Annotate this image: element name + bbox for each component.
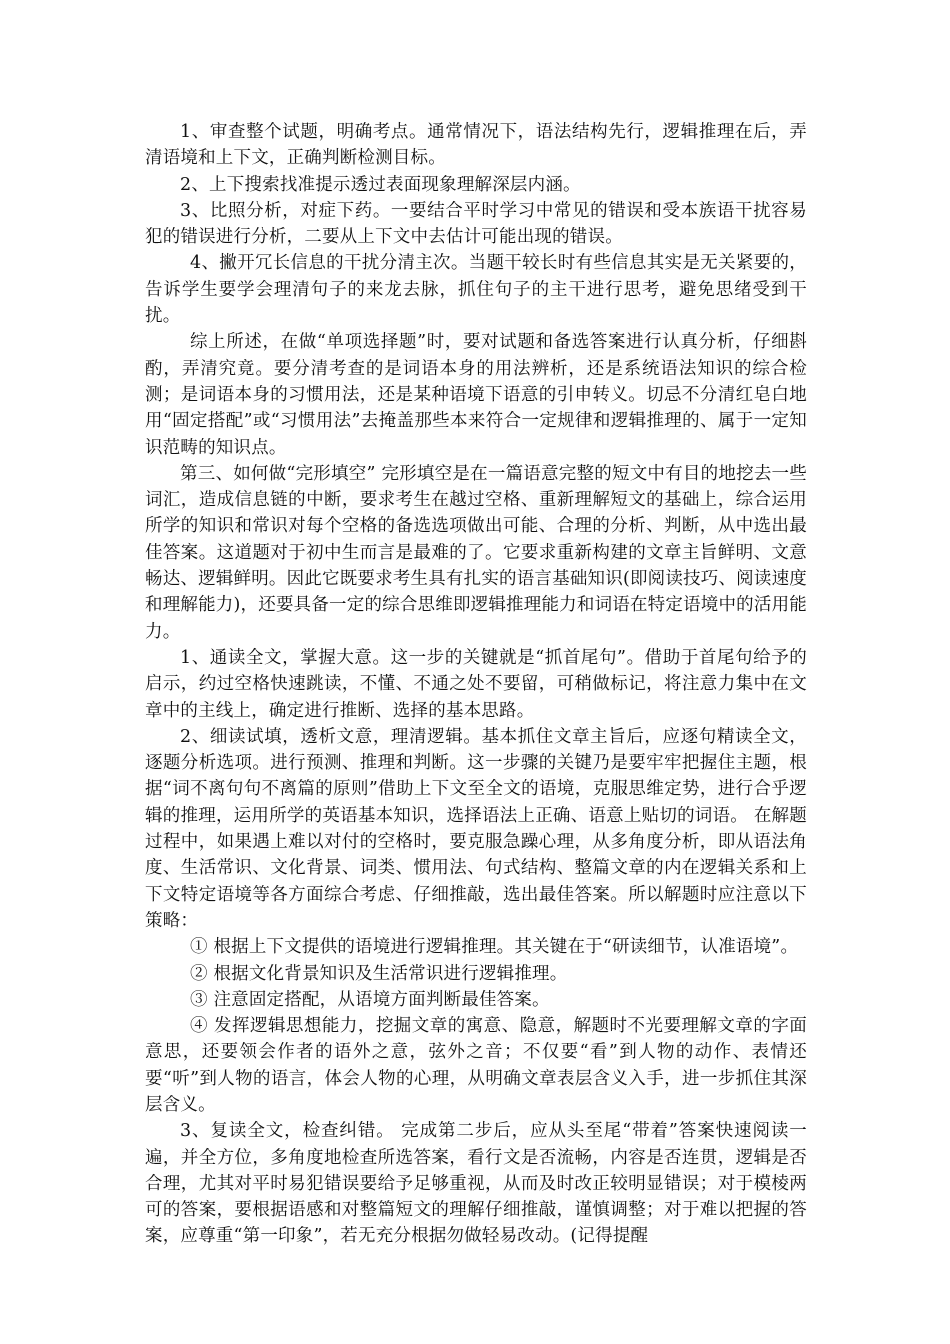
document-body — [145, 119, 807, 1250]
paragraph-strategy-3: ③ 注意固定搭配，从语境方面判断最佳答案。 — [190, 989, 550, 1010]
paragraph-step-3-compare: 3、比照分析，对症下药。一要结合平时学习中常见的错误和受本族语干扰容易犯的错误进行分析，二要从上下文中去估计可能出现的错误。 — [145, 200, 807, 248]
paragraph-summary: 综上所述，在做“单项选择题”时，要对试题和备选答案进行认真分析，仔细斟酌，弄清究竟。要分清考查的是词语本身的用法辨析，还是系统语法知识的综合检测；是词语本身的习惯用法，还是某种语境下语意的引申转义。切忌不分清红皂白地用“固定搭配”或“习惯用法”去掩盖那些本来符合一定规律和逻辑推理的、属于一定知识范畴的知识点。 — [145, 332, 807, 458]
paragraph-cloze-step-1: 1、通读全文，掌握大意。这一步的关键就是“抓首尾句”。借助于首尾句给予的启示，约过空格快速跳读，不懂、不通之处不要留，可稍做标记，将注意力集中在文章中的主线上，确定进行推断、选择的基本思路。 — [145, 647, 807, 721]
paragraph-strategy-1: ① 根据上下文提供的语境进行逻辑推理。其关键在于“研读细节，认准语境”。 — [190, 937, 799, 958]
paragraph-cloze-step-3: 3、复读全文，检查纠错。 完成第二步后，应从头至尾“带着”答案快速阅读一遍，并全方位，多角度地检查所选答案，看行文是否流畅，内容是否连贯，逻辑是否合理，尤其对平时易犯错误要给予足够重视，从而及时改正较明显错误；对于模棱两可的答案，要根据语感和对整篇短文的理解仔细推敲，谨慎调整；对于难以把握的答案，应尊重“第一印象”，若无充分根据勿做轻易改动。(记得提醒 — [145, 1121, 807, 1247]
paragraph-section-three-cloze: 第三、如何做“完形填空” 完形填空是在一篇语意完整的短文中有目的地挖去一些词汇，造成信息链的中断，要求考生在越过空格、重新理解短文的基础上，综合运用所学的知识和常识对每个空格的备选选项做出可能、合理的分析、判断，从中选出最佳答案。这道题对于初中生而言是最难的了。它要求重新构建的文章主旨鲜明、文意畅达、逻辑鲜明。因此它既要求考生具有扎实的语言基础知识(即阅读技巧、阅读速度和理解能力)，还要具备一定的综合思维即逻辑推理能力和词语在特定语境中的活用能力。 — [145, 463, 807, 642]
paragraph-step-2-search: 2、上下搜索找准提示透过表面现象理解深层内涵。 — [180, 174, 581, 195]
paragraph-step-1-review: 1、审查整个试题，明确考点。通常情况下，语法结构先行，逻辑推理在后，弄清语境和上下文，正确判断检测目标。 — [145, 122, 807, 169]
paragraph-cloze-step-2: 2、细读试填，透析文意，理清逻辑。基本抓住文章主旨后，应逐句精读全文，逐题分析选项。进行预测、推理和判断。这一步骤的关键乃是要牢牢把握住主题，根据“词不离句句不离篇的原则”借助上下文至全文的语境，克服思维定势，进行合乎逻辑的推理，运用所学的英语基本知识，选择语法上正确、语意上贴切的词语。 在解题过程中，如果遇上难以对付的空格时，要克服急躁心理，从多角度分析，即从语法角度、生活常识、文化背景、词类、惯用法、句式结构、整篇文章的内在逻辑关系和上下文特定语境等各方面综合考虑、仔细推敲，选出最佳答案。所以解题时应注意以下策略： — [145, 726, 807, 931]
paragraph-step-4-filter: 4、撇开冗长信息的干扰分清主次。当题干较长时有些信息其实是无关紧要的，告诉学生要学会理清句子的来龙去脉，抓住句子的主干进行思考，避免思绪受到干扰。 — [145, 253, 807, 327]
paragraph-strategy-2: ② 根据文化背景知识及生活常识进行逻辑推理。 — [190, 963, 568, 984]
paragraph-strategy-4: ④ 发挥逻辑思想能力，挖掘文章的寓意、隐意，解题时不光要理解文章的字面意思，还要领会作者的语外之意，弦外之音；不仅要“看”到人物的动作、表情还要“听”到人物的语言，体会人物的心理，从明确文章表层含义入手，进一步抓住其深层含义。 — [145, 1016, 807, 1115]
